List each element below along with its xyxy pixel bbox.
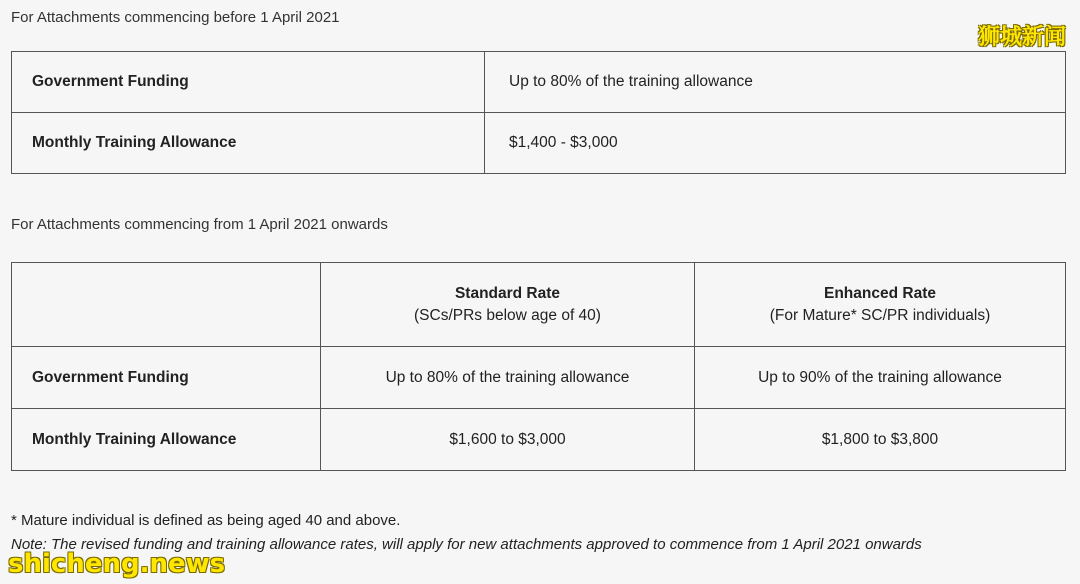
enhanced-value: Up to 90% of the training allowance bbox=[695, 347, 1066, 409]
section2-caption: For Attachments commencing from 1 April 2021 onwards bbox=[11, 216, 388, 233]
row-value: $1,400 - $3,000 bbox=[485, 113, 1066, 174]
table-row bbox=[12, 409, 1066, 471]
table-row bbox=[12, 113, 1066, 174]
enhanced-value: $1,800 to $3,800 bbox=[695, 409, 1066, 471]
mature-footnote: * Mature individual is defined as being aged 40 and above. bbox=[11, 512, 401, 529]
enhanced-rate-header bbox=[695, 263, 1066, 347]
pre-april-2021-table bbox=[11, 51, 1066, 174]
row-label: Government Funding bbox=[12, 347, 321, 409]
row-label: Monthly Training Allowance bbox=[12, 113, 485, 174]
standard-rate-header bbox=[321, 263, 695, 347]
watermark-bottom-left: shicheng.news bbox=[8, 549, 226, 579]
standard-value: $1,600 to $3,000 bbox=[321, 409, 695, 471]
revised-rates-note: Note: The revised funding and training allowance rates, will apply for new attachments approved to commence from 1 April 2021 onwards bbox=[11, 536, 922, 553]
row-label: Monthly Training Allowance bbox=[12, 409, 321, 471]
post-april-2021-table bbox=[11, 262, 1066, 471]
header-title: Enhanced Rate bbox=[824, 284, 936, 302]
watermark-top-right: 狮城新闻 bbox=[977, 25, 1066, 50]
standard-value: Up to 80% of the training allowance bbox=[321, 347, 695, 409]
header-subtitle: (For Mature* SC/PR individuals) bbox=[769, 306, 991, 324]
row-value: Up to 80% of the training allowance bbox=[485, 52, 1066, 113]
row-label: Government Funding bbox=[12, 52, 485, 113]
section1-caption: For Attachments commencing before 1 April 2021 bbox=[11, 9, 340, 26]
empty-header-cell bbox=[12, 263, 321, 347]
header-title: Standard Rate bbox=[454, 284, 561, 302]
table-header-row bbox=[12, 263, 1066, 347]
table-row bbox=[12, 52, 1066, 113]
header-subtitle: (SCs/PRs below age of 40) bbox=[414, 306, 601, 324]
table-row bbox=[12, 347, 1066, 409]
